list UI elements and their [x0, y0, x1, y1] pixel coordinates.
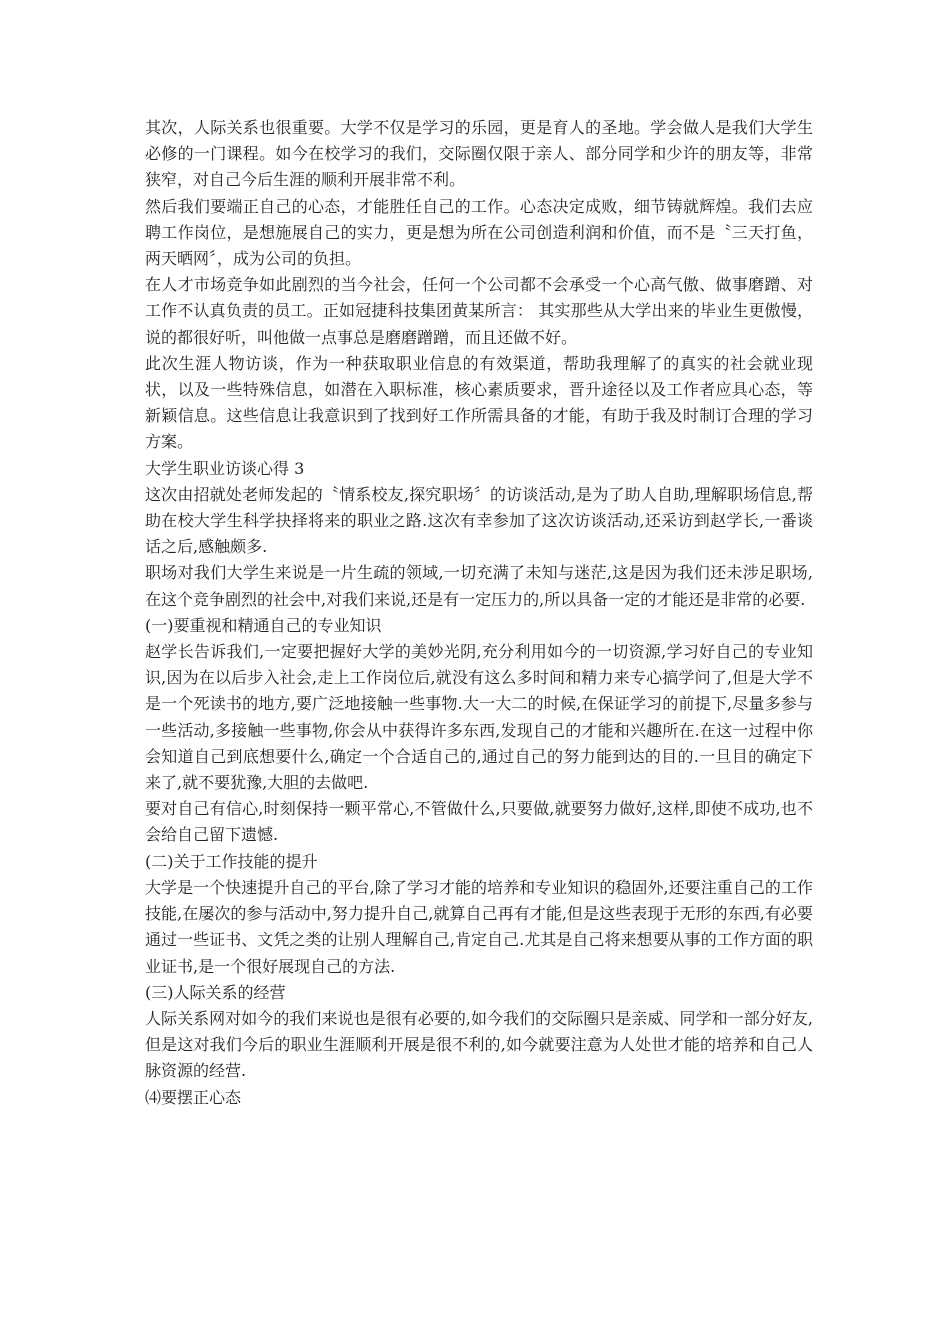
paragraph: 然后我们要端正自己的心态，才能胜任自己的工作。心态决定成败，细节铸就辉煌。我们去应聘工作岗位，是想施展自己的实力，更是想为所在公司创造利润和价值，而不是〝三天打鱼，两天晒网〞，成为公司的负担。 — [145, 196, 813, 269]
paragraph: 在人才市场竞争如此剧烈的当今社会，任何一个公司都不会承受一个心高气傲、做事磨蹭、对工作不认真负责的员工。正如冠捷科技集团黄某所言： 其实那些从大学出来的毕业生更傲慢，说的都很好听，叫他做一点事总是磨磨蹭蹭，而且还做不好。 — [145, 275, 813, 347]
subsection-heading: (三)人际关系的经营 — [145, 982, 286, 1002]
paragraph: 赵学长告诉我们,一定要把握好大学的美妙光阴,充分利用如今的一切资源,学习好自己的专业知识,因为在以后步入社会,走上工作岗位后,就没有这么多时间和精力来专心搞学问了,但是大学不是一个死读书的地方,要广泛地接触一些事物.大一大二的时候,在保证学习的前提下,尽量多参与一些活动,多接触一些事物,你会从中获得许多东西,发现自己的才能和兴趣所在.在这一过程中你会知道自己到底想要什么,确定一个合适自己的,通过自己的努力能到达的目的.一旦目的确定下来了,就不要犹豫,大胆的去做吧. — [145, 642, 813, 793]
section-heading: 大学生职业访谈心得 3 — [145, 458, 305, 478]
document-body — [145, 115, 813, 1111]
paragraph: 这次由招就处老师发起的〝情系校友,探究职场〞的访谈活动,是为了助人自助,理解职场信息,帮助在校大学生科学抉择将来的职业之路.这次有幸参加了这次访谈活动,还采访到赵学长,一番谈话之后,感触颇多. — [145, 484, 813, 557]
subsection-heading: (二)关于工作技能的提升 — [145, 851, 318, 871]
subsection-heading: (一)要重视和精通自己的专业知识 — [145, 615, 382, 635]
paragraph: 要对自己有信心,时刻保持一颗平常心,不管做什么,只要做,就要努力做好,这样,即使不成功,也不会给自己留下遗憾. — [145, 799, 813, 845]
paragraph: 人际关系网对如今的我们来说也是很有必要的,如今我们的交际圈只是亲威、同学和一部分好友,但是这对我们今后的职业生涯顺利开展是很不利的,如今就要注意为人处世才能的培养和自己人脉资源的经营. — [145, 1008, 813, 1081]
paragraph: 其次，人际关系也很重要。大学不仅是学习的乐园，更是育人的圣地。学会做人是我们大学生必修的一门课程。如今在校学习的我们，交际圈仅限于亲人、部分同学和少许的朋友等，非常狭窄，对自己今后生涯的顺利开展非常不利。 — [145, 118, 813, 190]
paragraph: 大学是一个快速提升自己的平台,除了学习才能的培养和专业知识的稳固外,还要注重自己的工作技能,在屡次的参与活动中,努力提升自己,就算自己再有才能,但是这些表现于无形的东西,有必要通过一些证书、文凭之类的让别人理解自己,肯定自己.尤其是自己将来想要从事的工作方面的职业证书,是一个很好展现自己的方法. — [145, 877, 813, 976]
paragraph: 职场对我们大学生来说是一片生疏的领域,一切充满了未知与迷茫,这是因为我们还未涉足职场,在这个竞争剧烈的社会中,对我们来说,还是有一定压力的,所以具备一定的才能还是非常的必要. — [145, 563, 813, 609]
subsection-heading: ⑷要摆正心态 — [145, 1087, 242, 1107]
paragraph: 此次生涯人物访谈，作为一种获取职业信息的有效渠道，帮助我理解了的真实的社会就业现状，以及一些特殊信息，如潜在入职标准，核心素质要求，晋升途径以及工作者应具心态，等新颖信息。这些信息让我意识到了找到好工作所需具备的才能，有助于我及时制订合理的学习方案。 — [145, 353, 813, 452]
